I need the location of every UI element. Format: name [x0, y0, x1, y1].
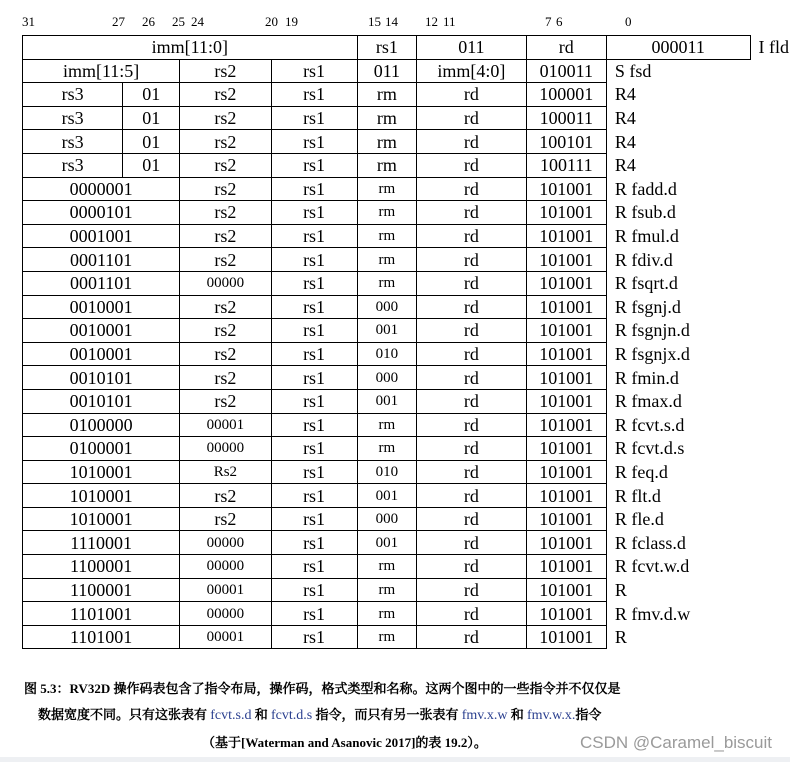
field-cell: 001 — [357, 319, 416, 343]
field-cell: 010 — [357, 342, 416, 366]
table-row — [23, 106, 790, 130]
caption-text: 指令 — [575, 707, 602, 722]
field-cell: 101001 — [526, 507, 606, 531]
field-cell: rd — [417, 484, 527, 508]
field-cell: 0000001 — [23, 177, 180, 201]
bit-index: 12 — [425, 14, 438, 29]
field-cell: 101001 — [526, 271, 606, 295]
table-row — [23, 507, 790, 531]
field-cell: rm — [357, 224, 416, 248]
table-row — [23, 437, 790, 461]
field-cell: rs2 — [180, 201, 271, 225]
field-cell: rs1 — [357, 36, 416, 60]
field-cell: rs2 — [180, 153, 271, 177]
bit-index: 6 — [556, 14, 563, 29]
field-cell: rm — [357, 555, 416, 579]
field-cell: 101001 — [526, 413, 606, 437]
field-cell: rs2 — [180, 248, 271, 272]
field-cell: 010011 — [526, 59, 606, 83]
format-instruction-label: R4 — [614, 155, 636, 176]
field-cell: 101001 — [526, 201, 606, 225]
field-cell: rs2 — [180, 224, 271, 248]
field-cell: rd — [417, 224, 527, 248]
bit-index: 15 — [368, 14, 381, 29]
field-cell: 0000101 — [23, 201, 180, 225]
table-row — [23, 248, 790, 272]
field-cell: rs1 — [271, 460, 357, 484]
table-row — [23, 319, 790, 343]
field-cell: 000 — [357, 366, 416, 390]
bit-index: 11 — [443, 14, 456, 29]
watermark: CSDN @Caramel_biscuit — [579, 733, 772, 752]
instr-fcvt-s-d: fcvt.s.d — [210, 708, 252, 723]
rv32d-opcode-table — [22, 35, 790, 649]
field-cell: 1101001 — [23, 602, 180, 626]
field-cell: rs1 — [271, 319, 357, 343]
field-cell: 101001 — [526, 389, 606, 413]
bit-index: 26 — [142, 14, 155, 29]
field-cell: 1010001 — [23, 460, 180, 484]
field-cell: 001 — [357, 531, 416, 555]
field-cell: rs1 — [271, 366, 357, 390]
table-row — [23, 130, 790, 154]
field-cell: 01 — [123, 106, 180, 130]
field-cell: rs1 — [271, 602, 357, 626]
field-cell: rm — [357, 578, 416, 602]
format-instruction-label: R4 — [614, 108, 636, 129]
field-cell: rs1 — [271, 413, 357, 437]
field-cell: 101001 — [526, 319, 606, 343]
field-cell: rm — [357, 437, 416, 461]
table-row — [23, 36, 790, 60]
field-cell: rm — [357, 271, 416, 295]
table-row — [23, 59, 790, 83]
field-cell: 00000 — [180, 271, 271, 295]
field-cell: 000 — [357, 295, 416, 319]
table-row — [23, 342, 790, 366]
field-cell: 00000 — [180, 531, 271, 555]
field-cell: rs1 — [271, 271, 357, 295]
field-cell: 0001101 — [23, 248, 180, 272]
field-cell: rs1 — [271, 342, 357, 366]
field-cell: 101001 — [526, 437, 606, 461]
field-cell: 101001 — [526, 224, 606, 248]
field-cell: rs1 — [271, 531, 357, 555]
field-cell: 011 — [417, 36, 527, 60]
field-cell: rs1 — [271, 248, 357, 272]
field-cell: rd — [417, 153, 527, 177]
table-row — [23, 295, 790, 319]
format-instruction-label: R fsgnjn.d — [614, 320, 690, 341]
field-cell: rd — [417, 625, 527, 649]
field-cell: 000 — [357, 507, 416, 531]
field-cell: rs1 — [271, 437, 357, 461]
field-cell: 00000 — [180, 555, 271, 579]
field-cell: 100111 — [526, 153, 606, 177]
field-cell: rs1 — [271, 153, 357, 177]
bit-index: 0 — [625, 14, 632, 29]
field-cell: 00001 — [180, 625, 271, 649]
field-cell: 010 — [357, 460, 416, 484]
field-cell: 101001 — [526, 531, 606, 555]
bit-position-header — [0, 14, 790, 32]
table-row — [23, 413, 790, 437]
field-cell: rm — [357, 153, 416, 177]
field-cell: rs2 — [180, 342, 271, 366]
bit-index: 19 — [285, 14, 298, 29]
field-cell: rs1 — [271, 484, 357, 508]
field-cell: 101001 — [526, 295, 606, 319]
format-instruction-label: R — [614, 579, 627, 600]
field-cell: 1110001 — [23, 531, 180, 555]
field-cell: rd — [526, 36, 606, 60]
field-cell: 100101 — [526, 130, 606, 154]
field-cell: rs2 — [180, 507, 271, 531]
table-row — [23, 531, 790, 555]
field-cell: rs1 — [271, 177, 357, 201]
field-cell: rs2 — [180, 389, 271, 413]
format-instruction-label: R fmax.d — [614, 391, 682, 412]
field-cell: rm — [357, 625, 416, 649]
field-cell: rd — [417, 201, 527, 225]
format-instruction-label: R fclass.d — [614, 532, 686, 553]
bit-index: 25 — [172, 14, 185, 29]
field-cell: rd — [417, 177, 527, 201]
format-instruction-label: R flt.d — [614, 485, 661, 506]
caption-text: 数据宽度不同。只有这张表有 — [38, 707, 211, 722]
table-row — [23, 578, 790, 602]
field-cell: 0010101 — [23, 366, 180, 390]
table-row — [23, 625, 790, 649]
table-row — [23, 389, 790, 413]
field-cell: rm — [357, 248, 416, 272]
field-cell: 101001 — [526, 578, 606, 602]
field-cell: rm — [357, 177, 416, 201]
field-cell: 0010001 — [23, 319, 180, 343]
field-cell: rs3 — [23, 83, 123, 107]
format-instruction-label: S fsd — [614, 61, 652, 82]
field-cell: rs2 — [180, 59, 271, 83]
field-cell: 101001 — [526, 484, 606, 508]
instr-fmv-w-x: fmv.w.x. — [527, 708, 576, 723]
field-cell: rd — [417, 460, 527, 484]
field-cell: rm — [357, 130, 416, 154]
caption-text: 指令，而只有另一张表有 — [312, 707, 462, 722]
format-instruction-label: R fmin.d — [614, 367, 679, 388]
field-cell: 1100001 — [23, 555, 180, 579]
field-cell: rd — [417, 319, 527, 343]
field-cell: rs2 — [180, 295, 271, 319]
field-cell: 01 — [123, 130, 180, 154]
format-instruction-label: R4 — [614, 131, 636, 152]
field-cell: imm[11:5] — [23, 59, 180, 83]
field-cell: 001 — [357, 484, 416, 508]
field-cell: 101001 — [526, 555, 606, 579]
field-cell: 001 — [357, 389, 416, 413]
format-instruction-label: R fcvt.s.d — [614, 414, 685, 435]
bit-index: 20 — [265, 14, 278, 29]
field-cell: rd — [417, 342, 527, 366]
table-row — [23, 602, 790, 626]
bit-index: 27 — [112, 14, 125, 29]
bottom-divider — [0, 757, 790, 762]
format-instruction-label: R fsub.d — [614, 202, 676, 223]
table-row — [23, 153, 790, 177]
format-instruction-label: R fcvt.w.d — [614, 556, 690, 577]
field-cell: 101001 — [526, 342, 606, 366]
field-cell: rd — [417, 507, 527, 531]
field-cell: rd — [417, 271, 527, 295]
field-cell: rd — [417, 295, 527, 319]
table-row — [23, 83, 790, 107]
bit-index: 7 — [545, 14, 552, 29]
field-cell: 101001 — [526, 460, 606, 484]
format-instruction-label: R — [614, 627, 627, 648]
format-instruction-label: R fcvt.d.s — [614, 438, 685, 459]
field-cell: rd — [417, 602, 527, 626]
field-cell: rm — [357, 602, 416, 626]
field-cell: rd — [417, 389, 527, 413]
field-cell: 100001 — [526, 83, 606, 107]
field-cell: rs1 — [271, 555, 357, 579]
table-row — [23, 201, 790, 225]
field-cell: rd — [417, 366, 527, 390]
caption-line-3: （基于[Waterman and Asanovic 2017]的表 19.2）。 — [202, 735, 487, 750]
field-cell: rs1 — [271, 130, 357, 154]
table-row — [23, 555, 790, 579]
table-row — [23, 177, 790, 201]
field-cell: rs1 — [271, 83, 357, 107]
field-cell: rd — [417, 437, 527, 461]
field-cell: 1010001 — [23, 507, 180, 531]
format-instruction-label: R feq.d — [614, 461, 668, 482]
field-cell: rs1 — [271, 625, 357, 649]
instr-fcvt-d-s: fcvt.d.s — [271, 708, 313, 723]
table-row — [23, 224, 790, 248]
field-cell: 100011 — [526, 106, 606, 130]
format-instruction-label: R fadd.d — [614, 178, 677, 199]
field-cell: rm — [357, 83, 416, 107]
field-cell: 00000 — [180, 602, 271, 626]
table-row — [23, 366, 790, 390]
field-cell: rd — [417, 413, 527, 437]
field-cell: rs1 — [271, 106, 357, 130]
format-instruction-label: R fsgnjx.d — [614, 344, 690, 365]
table-row — [23, 460, 790, 484]
field-cell: 101001 — [526, 248, 606, 272]
field-cell: rs3 — [23, 106, 123, 130]
field-cell: rd — [417, 106, 527, 130]
field-cell: 0100001 — [23, 437, 180, 461]
caption-line-1: 图 5.3：RV32D 操作码表包含了指令布局，操作码，格式类型和名称。这两个图中的一些指令并不仅仅是 — [24, 681, 621, 696]
field-cell: rs1 — [271, 578, 357, 602]
field-cell: rm — [357, 413, 416, 437]
field-cell: 00001 — [180, 413, 271, 437]
field-cell: 0100000 — [23, 413, 180, 437]
format-instruction-label: R fle.d — [614, 509, 664, 530]
field-cell: rd — [417, 248, 527, 272]
format-instruction-label: R4 — [614, 84, 636, 105]
field-cell: rs1 — [271, 201, 357, 225]
field-cell: 101001 — [526, 366, 606, 390]
format-instruction-label: R fdiv.d — [614, 249, 673, 270]
format-instruction-label: R fmv.d.w — [614, 603, 691, 624]
field-cell: 101001 — [526, 602, 606, 626]
field-cell: 011 — [357, 59, 416, 83]
field-cell: 00000 — [180, 437, 271, 461]
field-cell: 0010001 — [23, 342, 180, 366]
field-cell: 000011 — [606, 36, 750, 60]
field-cell: rs1 — [271, 507, 357, 531]
field-cell: rs3 — [23, 153, 123, 177]
field-cell: rs1 — [271, 295, 357, 319]
field-cell: 101001 — [526, 177, 606, 201]
caption-text: 和 — [251, 707, 271, 722]
field-cell: rs2 — [180, 106, 271, 130]
field-cell: 1100001 — [23, 578, 180, 602]
bit-index: 24 — [191, 14, 204, 29]
field-cell: imm[11:0] — [23, 36, 358, 60]
field-cell: 1010001 — [23, 484, 180, 508]
field-cell: 0010001 — [23, 295, 180, 319]
bit-index: 14 — [385, 14, 398, 29]
caption-text: 和 — [507, 707, 528, 722]
field-cell: 101001 — [526, 625, 606, 649]
table-row — [23, 271, 790, 295]
instr-fmv-x-w: fmv.x.w — [461, 708, 508, 723]
field-cell: rs2 — [180, 319, 271, 343]
field-cell: 0001101 — [23, 271, 180, 295]
table-row — [23, 484, 790, 508]
field-cell: rs2 — [180, 177, 271, 201]
field-cell: rd — [417, 130, 527, 154]
field-cell: 0010101 — [23, 389, 180, 413]
field-cell: rd — [417, 555, 527, 579]
field-cell: 00001 — [180, 578, 271, 602]
field-cell: 01 — [123, 153, 180, 177]
field-cell: rs2 — [180, 130, 271, 154]
field-cell: 1101001 — [23, 625, 180, 649]
format-instruction-label: R fsgnj.d — [614, 296, 681, 317]
field-cell: rs2 — [180, 484, 271, 508]
field-cell: rm — [357, 201, 416, 225]
field-cell: 0001001 — [23, 224, 180, 248]
field-cell: rm — [357, 106, 416, 130]
field-cell: rs3 — [23, 130, 123, 154]
bit-index: 31 — [22, 14, 35, 29]
caption-line-2 — [38, 704, 601, 724]
format-instruction-label: I fld — [758, 37, 789, 58]
field-cell: imm[4:0] — [417, 59, 527, 83]
field-cell: rs1 — [271, 389, 357, 413]
field-cell: Rs2 — [180, 460, 271, 484]
field-cell: rd — [417, 531, 527, 555]
field-cell: rd — [417, 83, 527, 107]
format-instruction-label: R fsqrt.d — [614, 273, 678, 294]
field-cell: rs2 — [180, 83, 271, 107]
field-cell: rs2 — [180, 366, 271, 390]
format-instruction-label: R fmul.d — [614, 226, 679, 247]
field-cell: rd — [417, 578, 527, 602]
field-cell: rs1 — [271, 224, 357, 248]
field-cell: rs1 — [271, 59, 357, 83]
field-cell: 01 — [123, 83, 180, 107]
